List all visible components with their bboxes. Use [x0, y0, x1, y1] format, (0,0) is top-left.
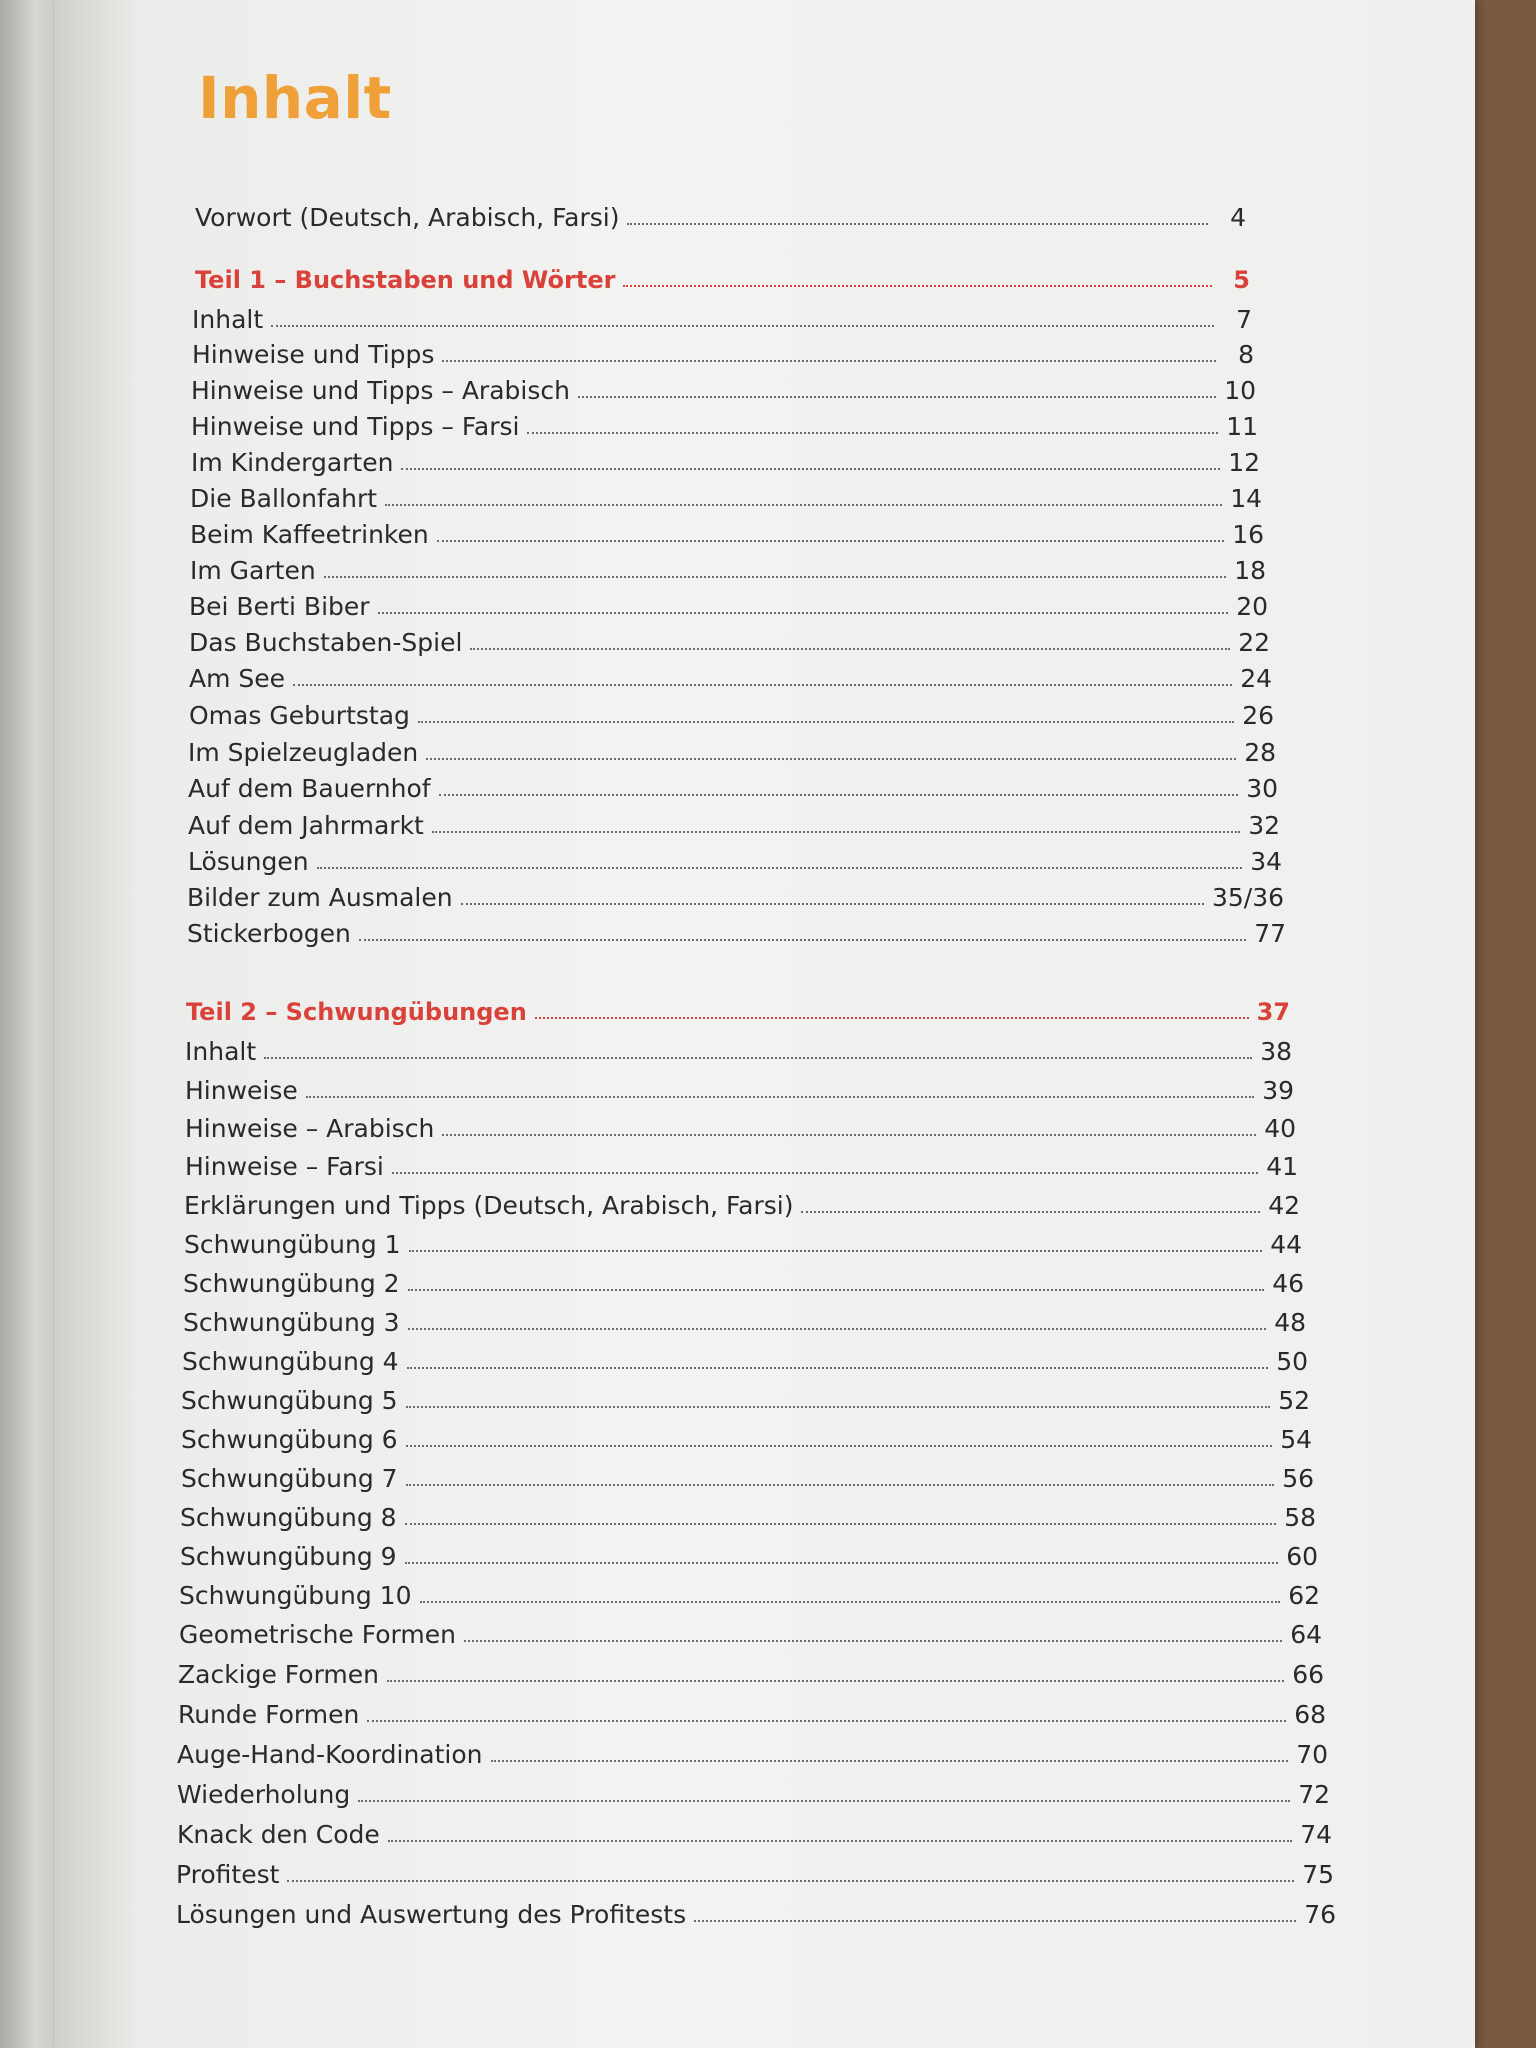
toc-entry — [177, 1813, 1332, 1847]
toc-entry — [188, 804, 1280, 838]
toc-entry-label: Geometrische Formen — [179, 1620, 456, 1649]
toc-entry-label: Wiederholung — [177, 1780, 351, 1809]
dot-leader — [406, 1405, 1271, 1408]
dot-leader — [578, 395, 1216, 398]
toc-page-number: 48 — [1274, 1308, 1306, 1337]
dot-leader — [387, 1679, 1284, 1682]
dot-leader — [264, 1056, 1252, 1059]
toc-page-number: 16 — [1232, 520, 1264, 549]
toc-page-number: 10 — [1224, 376, 1256, 405]
toc-entry — [195, 196, 1246, 230]
dot-leader — [324, 575, 1227, 578]
toc-entry — [184, 1184, 1300, 1218]
toc-entry-label: Inhalt — [185, 1037, 257, 1066]
toc-page-number: 37 — [1256, 998, 1290, 1026]
toc-page-number: 64 — [1290, 1620, 1322, 1649]
dot-leader — [535, 1016, 1249, 1019]
toc-entry — [187, 876, 1284, 910]
toc-entry — [179, 1574, 1320, 1608]
dot-leader — [470, 647, 1230, 650]
toc-entry-label: Schwungübung 2 — [183, 1269, 400, 1298]
toc-entry — [188, 840, 1282, 874]
toc-entry-label: Schwungübung 3 — [183, 1308, 400, 1337]
dot-leader — [801, 1210, 1260, 1213]
toc-page-number: 32 — [1248, 811, 1280, 840]
dot-leader — [694, 1919, 1296, 1922]
toc-page-number: 7 — [1236, 305, 1252, 334]
toc-entry-label: Hinweise – Farsi — [185, 1152, 384, 1181]
toc-entry — [185, 1069, 1294, 1103]
dot-leader — [409, 1249, 1263, 1252]
toc-page-number: 68 — [1294, 1700, 1326, 1729]
toc-page-number: 62 — [1288, 1581, 1320, 1610]
dot-leader — [418, 720, 1234, 723]
dot-leader — [420, 1600, 1281, 1603]
toc-entry — [185, 1030, 1292, 1064]
toc-page-number: 12 — [1228, 448, 1260, 477]
toc-entry-label: Inhalt — [192, 305, 264, 334]
toc-entry — [176, 1893, 1336, 1927]
toc-page-number: 66 — [1292, 1660, 1324, 1689]
toc-entry — [190, 549, 1266, 583]
toc-page-number: 8 — [1238, 340, 1254, 369]
toc-entry-label: Schwungübung 6 — [181, 1425, 398, 1454]
toc-entry-label: Die Ballonfahrt — [190, 484, 378, 513]
toc-entry-label: Bilder zum Ausmalen — [187, 883, 453, 912]
toc-entry — [188, 731, 1276, 765]
dot-leader — [271, 324, 1214, 327]
toc-entry — [184, 1223, 1302, 1257]
toc-page-number: 28 — [1244, 738, 1276, 767]
toc-entry-label: Auge-Hand-Koordination — [177, 1740, 483, 1769]
dot-leader — [378, 611, 1229, 614]
dot-leader — [442, 359, 1216, 362]
toc-page-number: 46 — [1272, 1269, 1304, 1298]
toc-entry-label: Das Buchstaben-Spiel — [189, 628, 463, 657]
dot-leader — [406, 1444, 1273, 1447]
toc-entry — [189, 585, 1268, 619]
toc-entry — [180, 1496, 1316, 1530]
dot-leader — [359, 938, 1246, 941]
toc-entry-label: Vorwort (Deutsch, Arabisch, Farsi) — [195, 203, 620, 232]
toc-entry — [189, 621, 1270, 655]
dot-leader — [442, 1133, 1256, 1136]
toc-entry-label: Hinweise und Tipps — [192, 340, 435, 369]
toc-entry — [185, 1107, 1296, 1141]
toc-page-number: 41 — [1266, 1152, 1298, 1181]
toc-page-number: 38 — [1260, 1037, 1292, 1066]
toc-entry-label: Teil 1 – Buchstaben und Wörter — [195, 266, 616, 294]
toc-page-number: 30 — [1246, 774, 1278, 803]
dot-leader — [293, 683, 1232, 686]
toc-entry-label: Im Garten — [190, 556, 316, 585]
dot-leader — [405, 1561, 1279, 1564]
toc-entry — [185, 1145, 1298, 1179]
toc-entry-label: Schwungübung 9 — [180, 1542, 397, 1571]
toc-entry-label: Schwungübung 5 — [181, 1386, 398, 1415]
toc-entry-label: Auf dem Bauernhof — [188, 774, 431, 803]
dot-leader — [432, 830, 1240, 833]
dot-leader — [527, 431, 1218, 434]
toc-entry — [183, 1262, 1304, 1296]
toc-section-heading — [195, 258, 1250, 292]
toc-entry — [178, 1693, 1326, 1727]
dot-leader — [358, 1799, 1290, 1802]
dot-leader — [627, 222, 1208, 225]
toc-page-number: 70 — [1296, 1740, 1328, 1769]
toc-page-number: 18 — [1234, 556, 1266, 585]
dot-leader — [491, 1759, 1289, 1762]
toc-entry-label: Erklärungen und Tipps (Deutsch, Arabisch, Farsi) — [184, 1191, 794, 1220]
toc-page-number: 24 — [1240, 664, 1272, 693]
dot-leader — [406, 1483, 1275, 1486]
toc-entry — [178, 1653, 1324, 1687]
toc-entry — [192, 298, 1252, 332]
toc-entry — [189, 657, 1272, 691]
toc-entry-label: Stickerbogen — [187, 919, 351, 948]
toc-entry-label: Am See — [189, 664, 286, 693]
dot-leader — [408, 1288, 1265, 1291]
toc-entry-label: Lösungen — [188, 847, 309, 876]
toc-page-number: 26 — [1242, 701, 1274, 730]
toc-entry-label: Schwungübung 7 — [181, 1464, 398, 1493]
toc-page-number: 75 — [1302, 1860, 1334, 1889]
toc-page-number: 39 — [1262, 1076, 1294, 1105]
toc-entry-label: Hinweise und Tipps – Arabisch — [191, 376, 570, 405]
toc-page-number: 40 — [1264, 1114, 1296, 1143]
toc-entry — [177, 1733, 1328, 1767]
toc-entry — [190, 477, 1262, 511]
dot-leader — [306, 1095, 1254, 1098]
dot-leader — [439, 793, 1239, 796]
toc-entry-label: Hinweise und Tipps – Farsi — [191, 412, 520, 441]
toc-entry — [182, 1340, 1308, 1374]
dot-leader — [408, 1327, 1267, 1330]
dot-leader — [461, 902, 1204, 905]
toc-page-number: 58 — [1284, 1503, 1316, 1532]
dot-leader — [407, 1366, 1269, 1369]
toc-entry — [181, 1457, 1314, 1491]
dot-leader — [426, 757, 1236, 760]
toc-entry-label: Auf dem Jahrmarkt — [188, 811, 424, 840]
toc-page-number: 4 — [1230, 203, 1246, 232]
toc-entry — [188, 767, 1278, 801]
toc-entry-label: Teil 2 – Schwungübungen — [186, 998, 527, 1026]
toc-entry — [179, 1613, 1322, 1647]
toc-entry-label: Schwungübung 10 — [179, 1581, 412, 1610]
toc-page-number: 54 — [1280, 1425, 1312, 1454]
toc-page-number: 22 — [1238, 628, 1270, 657]
toc-entry-label: Hinweise — [185, 1076, 298, 1105]
toc-page-number: 76 — [1304, 1900, 1336, 1929]
toc-entry-label: Runde Formen — [178, 1700, 360, 1729]
toc-page-number: 35/36 — [1211, 883, 1284, 912]
toc-entry — [191, 369, 1256, 403]
dot-leader — [464, 1639, 1282, 1642]
dot-leader — [388, 1839, 1292, 1842]
toc-entry — [187, 912, 1286, 946]
toc-entry — [191, 405, 1258, 439]
toc-page-number: 11 — [1226, 412, 1258, 441]
toc-section-heading — [186, 990, 1290, 1024]
dot-leader — [385, 503, 1222, 506]
toc-entry — [190, 513, 1264, 547]
toc-entry — [181, 1379, 1310, 1413]
toc-entry — [177, 1773, 1330, 1807]
toc-entry-label: Im Spielzeugladen — [188, 738, 419, 767]
toc-entry-label: Omas Geburtstag — [189, 701, 410, 730]
toc-page-number: 52 — [1278, 1386, 1310, 1415]
toc-page-number: 50 — [1276, 1347, 1308, 1376]
dot-leader — [317, 866, 1243, 869]
toc-page-number: 5 — [1233, 266, 1250, 294]
toc-page-number: 14 — [1230, 484, 1262, 513]
toc-entry-label: Im Kindergarten — [191, 448, 394, 477]
toc-entry-label: Lösungen und Auswertung des Profitests — [176, 1900, 687, 1929]
dot-leader — [392, 1171, 1258, 1174]
toc-entry — [191, 441, 1260, 475]
page-title: Inhalt — [198, 64, 392, 132]
toc-entry-label: Schwungübung 8 — [180, 1503, 397, 1532]
toc-page-number: 77 — [1254, 919, 1286, 948]
toc-entry — [176, 1853, 1334, 1887]
toc-entry — [180, 1535, 1318, 1569]
toc-entry-label: Knack den Code — [177, 1820, 380, 1849]
dot-leader — [287, 1879, 1294, 1882]
toc-entry-label: Beim Kaffeetrinken — [190, 520, 429, 549]
dot-leader — [437, 539, 1224, 542]
toc-entry-label: Profitest — [176, 1860, 280, 1889]
toc-page-number: 20 — [1236, 592, 1268, 621]
toc-entry-label: Hinweise – Arabisch — [185, 1114, 435, 1143]
toc-page-number: 72 — [1298, 1780, 1330, 1809]
toc-entry — [181, 1418, 1312, 1452]
dot-leader — [623, 284, 1212, 287]
toc-entry-label: Schwungübung 1 — [184, 1230, 401, 1259]
toc-page-number: 56 — [1282, 1464, 1314, 1493]
toc-entry-label: Bei Berti Biber — [189, 592, 370, 621]
toc-entry-label: Zackige Formen — [178, 1660, 380, 1689]
dot-leader — [405, 1522, 1277, 1525]
dot-leader — [367, 1719, 1286, 1722]
toc-entry-label: Schwungübung 4 — [182, 1347, 399, 1376]
toc-page-number: 42 — [1268, 1191, 1300, 1220]
toc-entry — [192, 333, 1254, 367]
toc-page-number: 74 — [1300, 1820, 1332, 1849]
toc-page-number: 34 — [1250, 847, 1282, 876]
toc-page-number: 60 — [1286, 1542, 1318, 1571]
toc-entry — [189, 694, 1274, 728]
toc-entry — [183, 1301, 1306, 1335]
dot-leader — [401, 467, 1220, 470]
toc-page-number: 44 — [1270, 1230, 1302, 1259]
